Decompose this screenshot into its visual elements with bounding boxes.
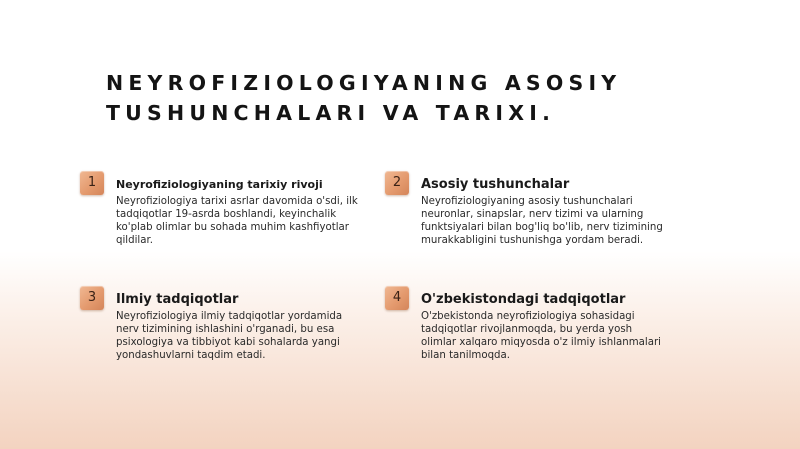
number-badge: 4 bbox=[385, 286, 409, 310]
text-line: nerv tizimining ishlashini o'rganadi, bu esa bbox=[116, 324, 335, 335]
title-line-1: NEYROFIZIOLOGIYANING ASOSIY bbox=[106, 71, 622, 95]
item-text bbox=[421, 195, 683, 247]
text-line: yondashuvlarni taqdim etadi. bbox=[116, 350, 266, 361]
text-line: psixologiya va tibbiyot kabi sohalarda yangi bbox=[116, 337, 340, 348]
item-text bbox=[116, 195, 378, 247]
item-title: Asosiy tushunchalar bbox=[421, 177, 570, 192]
item-text bbox=[116, 310, 378, 362]
text-line: O'zbekistonda neyrofiziologiya sohasidagi bbox=[421, 311, 635, 322]
item-title: Ilmiy tadqiqotlar bbox=[116, 292, 239, 307]
text-line: Neyrofiziologiyaning asosiy tushunchalari bbox=[421, 196, 633, 207]
title-line-2: TUSHUNCHALARI VA TARIXI. bbox=[106, 101, 556, 125]
text-line: bilan tanilmoqda. bbox=[421, 350, 510, 361]
text-line: murakkabligini tushunishga yordam beradi. bbox=[421, 235, 644, 246]
text-line: funktsiyalari bilan bog'liq bo'lib, nerv tizimining bbox=[421, 222, 663, 233]
number-badge: 2 bbox=[385, 171, 409, 195]
item-title: Neyrofiziologiyaning tarixiy rivoji bbox=[116, 178, 323, 191]
text-line: ko'plab olimlar bu sohada muhim kashfiyotlar bbox=[116, 222, 349, 233]
item-title: O'zbekistondagi tadqiqotlar bbox=[421, 292, 626, 307]
slide-title bbox=[106, 68, 666, 128]
number-badge: 3 bbox=[80, 286, 104, 310]
text-line: neuronlar, sinapslar, nerv tizimi va ularning bbox=[421, 209, 644, 220]
text-line: tadqiqotlar rivojlanmoqda, bu yerda yosh bbox=[421, 324, 633, 335]
number-badge: 1 bbox=[80, 171, 104, 195]
item-text bbox=[421, 310, 683, 362]
text-line: Neyrofiziologiya ilmiy tadqiqotlar yordamida bbox=[116, 311, 343, 322]
text-line: Neyrofiziologiya tarixi asrlar davomida o'sdi, ilk bbox=[116, 196, 358, 207]
text-line: olimlar xalqaro miqyosda o'z ilmiy ishlanmalari bbox=[421, 337, 661, 348]
text-line: tadqiqotlar 19-asrda boshlandi, keyinchalik bbox=[116, 209, 337, 220]
text-line: qildilar. bbox=[116, 235, 153, 246]
